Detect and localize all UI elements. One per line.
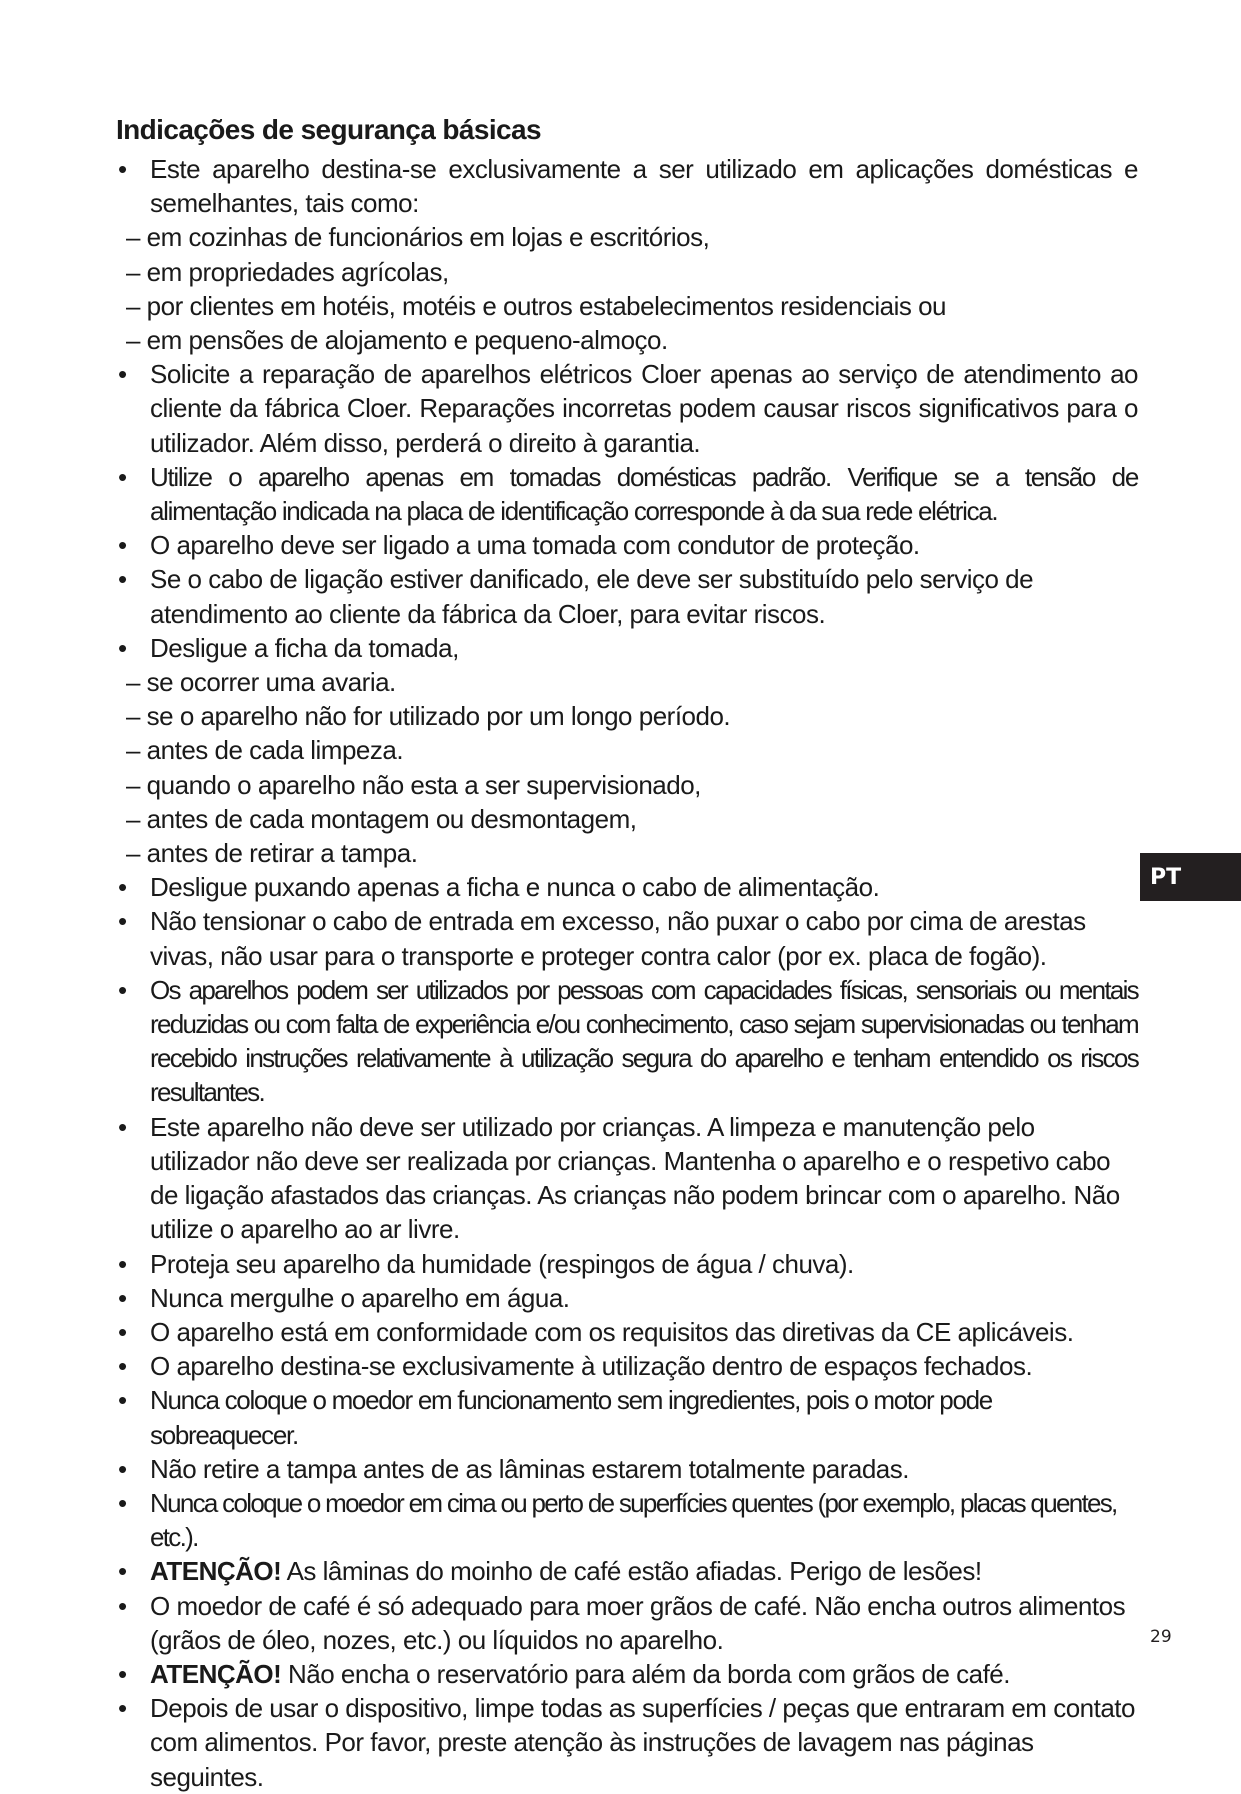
warning-text: As lâminas do moinho de café estão afiadas. Perigo de lesões! bbox=[281, 1556, 982, 1587]
list-item: • Desligue puxando apenas a ficha e nunca o cabo de alimentação. bbox=[116, 870, 1138, 904]
sub-list-item: – em pensões de alojamento e pequeno-almoço. bbox=[126, 325, 668, 356]
sub-list-item: – se ocorrer uma avaria. bbox=[126, 667, 396, 698]
safety-section bbox=[116, 112, 1138, 1794]
sub-list-item: – antes de cada montagem ou desmontagem, bbox=[126, 803, 637, 834]
list-item: • Não tensionar o cabo de entrada em excesso, não puxar o cabo por cima de arestas vivas, não usar para o transporte e proteger contra calor (por ex. placa de fogão). bbox=[116, 904, 1138, 972]
list-item: • Nunca coloque o moedor em funcionamento sem ingredientes, pois o motor pode sobreaquecer. bbox=[116, 1383, 1138, 1451]
list-item: • O aparelho deve ser ligado a uma tomada com condutor de proteção. bbox=[116, 528, 1138, 562]
sub-list-item: – antes de cada limpeza. bbox=[126, 735, 404, 766]
sub-list-item: – antes de retirar a tampa. bbox=[126, 838, 418, 869]
list-item: • Proteja seu aparelho da humidade (respingos de água / chuva). bbox=[116, 1247, 1138, 1281]
list-item bbox=[116, 1657, 1138, 1691]
section-heading: Indicações de segurança básicas bbox=[116, 114, 541, 145]
list-item: • Nunca coloque o moedor em cima ou perto de superfícies quentes (por exemplo, placas quentes, etc.). bbox=[116, 1486, 1138, 1554]
list-item: • Este aparelho destina-se exclusivamente a ser utilizado em aplicações domésticas e semelhantes, tais como: bbox=[116, 152, 1138, 220]
page-number: 29 bbox=[1150, 1627, 1172, 1647]
list-item: • Não retire a tampa antes de as lâminas estarem totalmente paradas. bbox=[116, 1452, 1138, 1486]
list-item: • Desligue a ficha da tomada, bbox=[116, 631, 1138, 665]
sub-list-item: – quando o aparelho não esta a ser supervisionado, bbox=[126, 769, 701, 800]
language-tab: PT bbox=[1140, 853, 1241, 901]
list-item: • Os aparelhos podem ser utilizados por pessoas com capacidades físicas, sensoriais ou mentais reduzidas ou com falta de experiência e/ou conhecimento, caso sejam supervisionadas ou tenham recebido instruções relativamente à utilização segura do aparelho e tenham entendido os riscos resultantes. bbox=[116, 973, 1138, 1110]
sub-list-item: – se o aparelho não for utilizado por um longo período. bbox=[126, 701, 731, 732]
sub-list-item: – em propriedades agrícolas, bbox=[126, 256, 449, 287]
warning-label: ATENÇÃO! bbox=[150, 1658, 282, 1689]
list-item: • O aparelho está em conformidade com os requisitos das diretivas da CE aplicáveis. bbox=[116, 1315, 1138, 1349]
warning-label: ATENÇÃO! bbox=[150, 1556, 282, 1587]
sub-list-item: – por clientes em hotéis, motéis e outros estabelecimentos residenciais ou bbox=[126, 290, 946, 321]
list-item: • O moedor de café é só adequado para moer grãos de café. Não encha outros alimentos (grãos de óleo, nozes, etc.) ou líquidos no aparelho. bbox=[116, 1589, 1138, 1657]
list-item: • Solicite a reparação de aparelhos elétricos Cloer apenas ao serviço de atendimento ao cliente da fábrica Cloer. Reparações incorretas podem causar riscos significativos para o utilizador. Além disso, perderá o direito à garantia. bbox=[116, 357, 1138, 460]
list-item: • O aparelho destina-se exclusivamente à utilização dentro de espaços fechados. bbox=[116, 1349, 1138, 1383]
list-item: • Este aparelho não deve ser utilizado por crianças. A limpeza e manutenção pelo utilizador não deve ser realizada por crianças. Mantenha o aparelho e o respetivo cabo de ligação afastados das crianças. As crianças não podem brincar com o aparelho. Não utilize o aparelho ao ar livre. bbox=[116, 1110, 1138, 1247]
list-item bbox=[116, 1554, 1138, 1588]
list-item: • Depois de usar o dispositivo, limpe todas as superfícies / peças que entraram em contato com alimentos. Por favor, preste atenção às instruções de lavagem nas páginas seguintes. bbox=[116, 1691, 1138, 1794]
list-item: • Se o cabo de ligação estiver danificado, ele deve ser substituído pelo serviço de atendimento ao cliente da fábrica da Cloer, para evitar riscos. bbox=[116, 562, 1138, 630]
list-item: • Nunca mergulhe o aparelho em água. bbox=[116, 1281, 1138, 1315]
list-item: • Utilize o aparelho apenas em tomadas domésticas padrão. Verifique se a tensão de alimentação indicada na placa de identificação corresponde à da sua rede elétrica. bbox=[116, 460, 1138, 528]
safety-list bbox=[116, 152, 1138, 1794]
sub-list-item: – em cozinhas de funcionários em lojas e escritórios, bbox=[126, 222, 710, 253]
warning-text: Não encha o reservatório para além da borda com grãos de café. bbox=[281, 1658, 1010, 1689]
